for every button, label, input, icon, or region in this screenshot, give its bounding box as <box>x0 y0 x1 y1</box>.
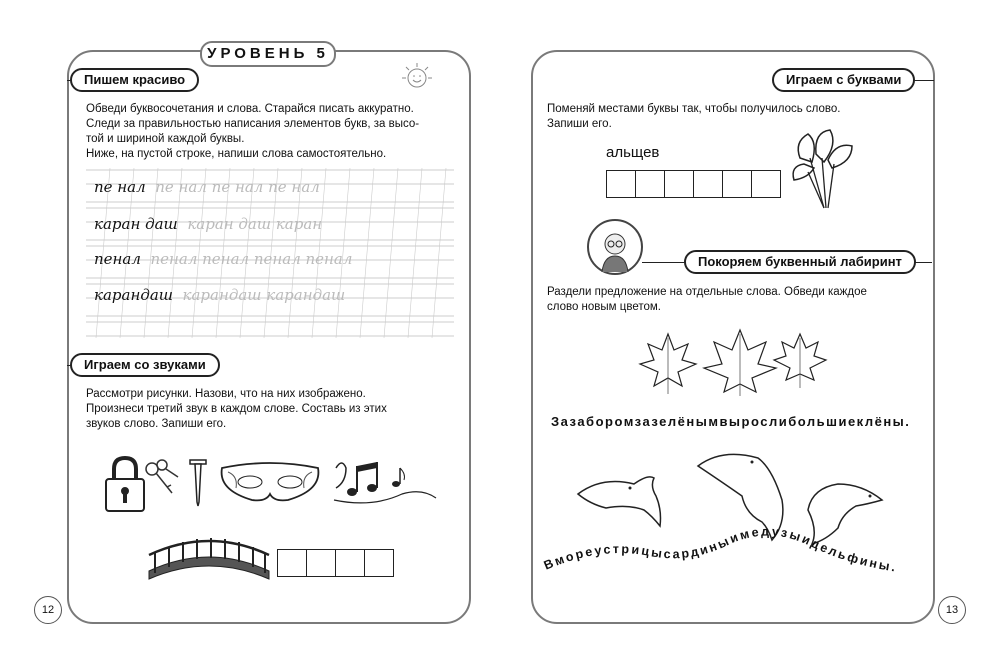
level-badge: УРОВЕНЬ 5 <box>200 41 336 67</box>
music-notes-icon <box>332 458 440 508</box>
bridge-icon <box>145 525 273 585</box>
page-number-right: 13 <box>938 596 966 624</box>
page-number-left: 12 <box>34 596 62 624</box>
copy-row-2: каран даш каран даш каран <box>94 215 323 233</box>
instructions-sounds: Рассмотри рисунки. Назови, что на них изображено. Произнеси третий звук в каждом слове. Составь из этих звуков слово. Запиши его. <box>86 388 387 430</box>
instructions-maze: Раздели предложение на отдельные слова. Обведи каждое слово новым цветом. <box>547 286 867 313</box>
section-title-write: Пишем красиво <box>70 68 199 92</box>
section-title-maze: Покоряем буквенный лабиринт <box>684 250 916 274</box>
letters-answer-box[interactable] <box>606 170 781 198</box>
mask-icon <box>218 460 322 506</box>
sun-icon <box>397 60 437 92</box>
sorrel-icon <box>790 128 856 212</box>
copy-row-1: пе нал пе нал пе нал пе нал <box>94 178 320 196</box>
svg-text:Вморeустрицысардиныимедузыидел <box>542 524 898 574</box>
wave-sentence-text: Вморeустрицысардиныимедузыидельфины. <box>541 524 899 575</box>
copy-row-3: пенал пенал пенал пенал пенал <box>94 250 353 268</box>
section-title-sounds: Играем со звуками <box>70 353 220 377</box>
copy-row-4: карандаш карандаш карандаш <box>94 286 346 304</box>
padlock-icon <box>104 455 180 513</box>
nail-icon <box>188 458 208 508</box>
section-title-letters: Играем с буквами <box>772 68 915 92</box>
instructions-letters: Поменяй местами буквы так, чтобы получилось слово. Запиши его. <box>547 103 841 130</box>
wave-sentence <box>540 520 930 590</box>
instructions-write: Обведи буквосочетания и слова. Старайся писать аккуратно. Следи за правильностью написания элементов букв, за высо- той и шириной каждой буквы. Ниже, на пустой строке, напиши слова самостоятельно. <box>86 103 420 160</box>
sounds-answer-box[interactable] <box>277 549 394 577</box>
maple-leaf-icon <box>636 328 832 396</box>
scrambled-word: альщев <box>606 144 660 161</box>
professor-icon <box>586 218 644 276</box>
maze-sentence: Зазаборомзазелёнымвырослибольшиеклёны. <box>551 414 911 429</box>
